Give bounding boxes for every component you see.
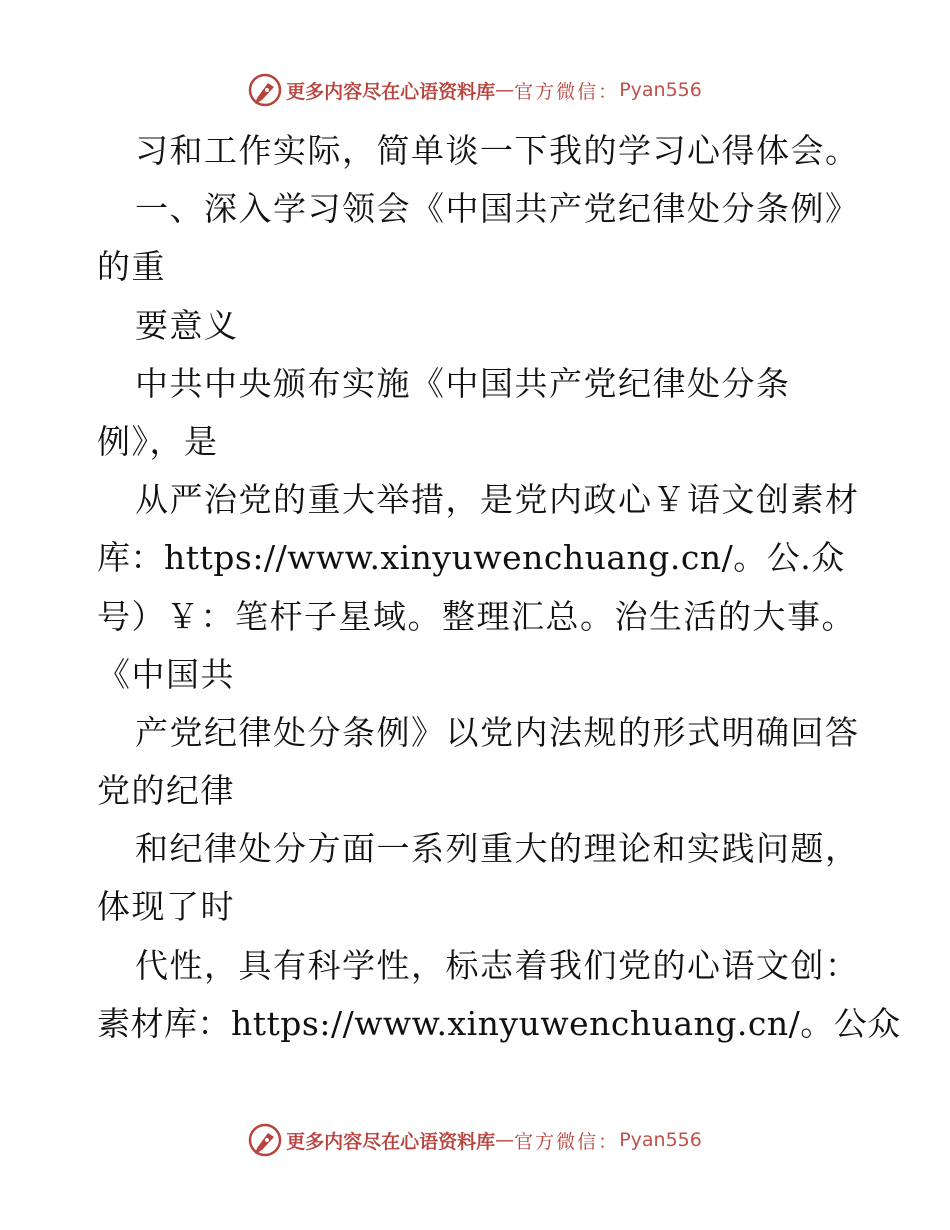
header-banner [0, 70, 950, 110]
footer-wechat-label: 官方微信： [514, 1130, 620, 1153]
header-wechat-label: 官方微信： [514, 80, 620, 103]
header-site-text: 更多内容尽在心语资料库 [286, 80, 496, 103]
text-line: 例》，是 [97, 421, 219, 461]
text-line: 《中国共 [97, 654, 235, 694]
text-line: 党的纪律 [97, 771, 235, 811]
text-line: 和纪律处分方面一系列重大的理论和实践问题， [135, 829, 860, 869]
text-line: 要意义 [135, 305, 239, 345]
text-line: 代性，具有科学性，标志着我们党的心语文创： [135, 945, 860, 985]
footer-wechat-id: Pyan556 [619, 1129, 702, 1151]
text-line: 号）￥：笔杆子星域。整理汇总。治生活的大事。 [97, 596, 856, 636]
text-line: 一、深入学习领会《中国共产党纪律处分条例》 [135, 189, 860, 229]
text-line: 从严治党的重大举措，是党内政心￥语文创素材 [135, 480, 860, 520]
footer-separator: — [495, 1129, 515, 1151]
text-line: 素材库：https://www.xinyuwenchuang.cn/。公众 [97, 1003, 901, 1043]
pen-nib-logo-icon [248, 73, 282, 107]
text-line: 中共中央颁布实施《中国共产党纪律处分条 [135, 363, 791, 403]
text-line: 习和工作实际，简单谈一下我的学习心得体会。 [135, 131, 860, 170]
pen-nib-logo-icon [248, 1123, 282, 1157]
text-line: 的重 [97, 247, 166, 287]
text-line: 产党纪律处分条例》以党内法规的形式明确回答 [135, 712, 860, 752]
text-line: 体现了时 [97, 887, 235, 927]
header-wechat-id: Pyan556 [619, 79, 702, 101]
footer-site-text: 更多内容尽在心语资料库 [286, 1130, 496, 1153]
footer-banner [0, 1120, 950, 1160]
text-line: 库：https://www.xinyuwenchuang.cn/。公.众 [97, 538, 845, 578]
header-separator: — [495, 79, 515, 101]
document-body [97, 122, 901, 1053]
